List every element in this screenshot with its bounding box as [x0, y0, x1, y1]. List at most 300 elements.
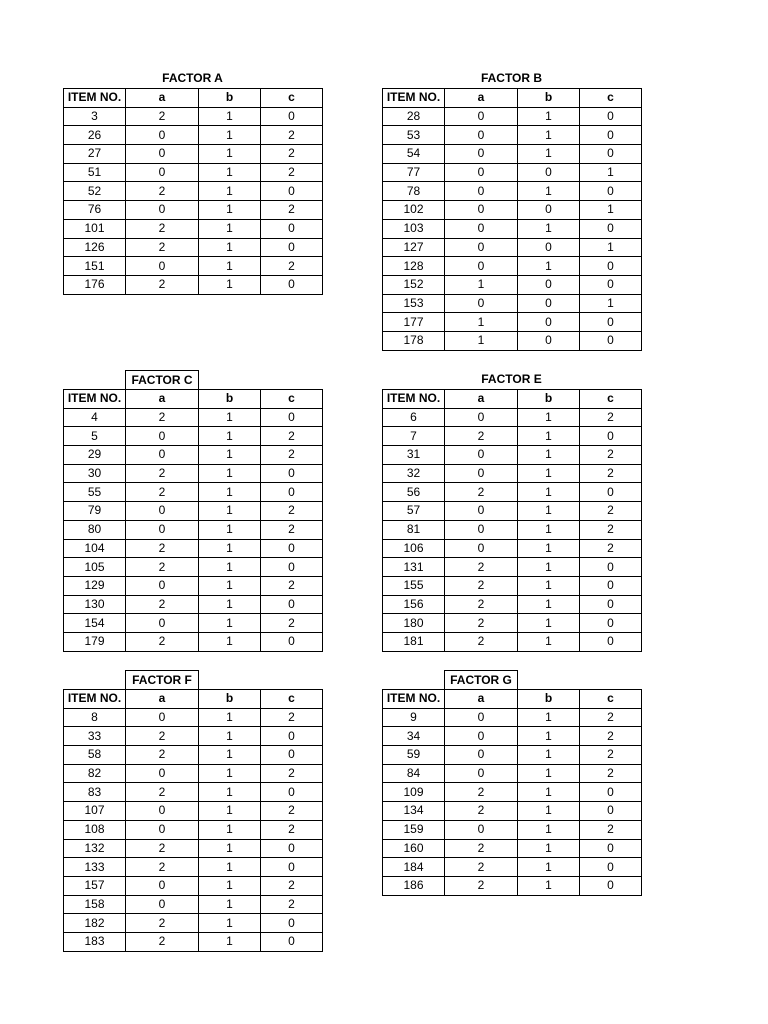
- cell-c: 0: [580, 783, 642, 802]
- cell-b: 0: [518, 163, 580, 182]
- cell-b: 1: [199, 539, 261, 558]
- cell-c: 0: [261, 483, 323, 502]
- cell-b: 1: [199, 238, 261, 257]
- table-row: [383, 126, 642, 145]
- factor-c-block: [63, 373, 323, 652]
- cell-item-no: 4: [64, 408, 126, 427]
- cell-a: 0: [445, 145, 518, 164]
- cell-a: 0: [445, 464, 518, 483]
- cell-b: 1: [518, 820, 580, 839]
- table-row: [383, 614, 642, 633]
- cell-b: 1: [199, 201, 261, 220]
- header-b: b: [199, 390, 261, 409]
- cell-a: 2: [126, 727, 199, 746]
- cell-a: 2: [445, 576, 518, 595]
- header-item-no: ITEM NO.: [383, 390, 445, 409]
- cell-c: 2: [580, 820, 642, 839]
- cell-c: 2: [580, 408, 642, 427]
- cell-c: 2: [580, 746, 642, 765]
- cell-item-no: 126: [64, 238, 126, 257]
- table-row: [383, 595, 642, 614]
- cell-c: 0: [261, 558, 323, 577]
- cell-c: 2: [261, 895, 323, 914]
- cell-b: 1: [199, 764, 261, 783]
- table-row: [383, 876, 642, 895]
- cell-item-no: 81: [383, 520, 445, 539]
- factor-a-title: FACTOR A: [162, 71, 223, 86]
- table-row: [64, 163, 323, 182]
- cell-c: 0: [580, 876, 642, 895]
- cell-a: 1: [445, 313, 518, 332]
- cell-b: 1: [518, 446, 580, 465]
- cell-b: 0: [518, 313, 580, 332]
- cell-c: 0: [261, 858, 323, 877]
- header-c: c: [580, 390, 642, 409]
- cell-item-no: 80: [64, 520, 126, 539]
- cell-c: 2: [580, 464, 642, 483]
- cell-a: 2: [445, 839, 518, 858]
- cell-a: 0: [126, 820, 199, 839]
- table-header-row: [64, 89, 323, 108]
- cell-c: 0: [580, 483, 642, 502]
- header-a: a: [445, 89, 518, 108]
- cell-a: 0: [445, 502, 518, 521]
- cell-item-no: 129: [64, 576, 126, 595]
- table-row: [383, 858, 642, 877]
- cell-c: 2: [261, 708, 323, 727]
- cell-item-no: 104: [64, 539, 126, 558]
- factor-b-title: FACTOR B: [480, 71, 543, 86]
- cell-b: 1: [518, 182, 580, 201]
- cell-c: 0: [580, 858, 642, 877]
- cell-a: 2: [445, 802, 518, 821]
- cell-b: 1: [199, 932, 261, 951]
- cell-c: 2: [261, 126, 323, 145]
- cell-b: 1: [199, 275, 261, 294]
- cell-item-no: 3: [64, 107, 126, 126]
- cell-b: 1: [518, 558, 580, 577]
- cell-item-no: 34: [383, 727, 445, 746]
- cell-c: 0: [580, 576, 642, 595]
- factor-e-block: [382, 372, 642, 652]
- cell-c: 1: [580, 238, 642, 257]
- cell-c: 0: [261, 746, 323, 765]
- cell-c: 0: [580, 313, 642, 332]
- cell-b: 1: [518, 632, 580, 651]
- cell-c: 0: [261, 219, 323, 238]
- table-row: [383, 558, 642, 577]
- table-row: [383, 182, 642, 201]
- table-row: [64, 746, 323, 765]
- cell-a: 0: [126, 520, 199, 539]
- factor-e-title: FACTOR E: [481, 372, 542, 387]
- cell-b: 1: [199, 895, 261, 914]
- cell-item-no: 7: [383, 427, 445, 446]
- table-row: [383, 446, 642, 465]
- cell-b: 1: [199, 914, 261, 933]
- table-row: [64, 427, 323, 446]
- cell-b: 1: [518, 408, 580, 427]
- cell-b: 1: [199, 783, 261, 802]
- cell-b: 0: [518, 238, 580, 257]
- cell-item-no: 82: [64, 764, 126, 783]
- cell-a: 0: [126, 257, 199, 276]
- table-row: [383, 520, 642, 539]
- cell-a: 2: [126, 539, 199, 558]
- cell-c: 2: [261, 576, 323, 595]
- cell-c: 0: [580, 331, 642, 350]
- cell-item-no: 57: [383, 502, 445, 521]
- cell-item-no: 84: [383, 764, 445, 783]
- cell-c: 0: [580, 839, 642, 858]
- cell-item-no: 78: [383, 182, 445, 201]
- table-row: [64, 764, 323, 783]
- cell-item-no: 105: [64, 558, 126, 577]
- cell-b: 1: [518, 764, 580, 783]
- factor-g-table: [382, 689, 642, 896]
- table-row: [383, 275, 642, 294]
- cell-b: 1: [199, 446, 261, 465]
- cell-a: 2: [126, 914, 199, 933]
- table-row: [64, 727, 323, 746]
- table-row: [64, 539, 323, 558]
- table-header-row: [383, 89, 642, 108]
- table-header-row: [383, 690, 642, 709]
- cell-item-no: 155: [383, 576, 445, 595]
- cell-a: 0: [445, 294, 518, 313]
- table-row: [383, 632, 642, 651]
- cell-a: 0: [445, 182, 518, 201]
- cell-a: 0: [445, 746, 518, 765]
- cell-c: 0: [580, 427, 642, 446]
- cell-a: 2: [445, 876, 518, 895]
- cell-a: 2: [126, 632, 199, 651]
- header-b: b: [518, 89, 580, 108]
- cell-item-no: 83: [64, 783, 126, 802]
- cell-a: 0: [126, 876, 199, 895]
- cell-c: 2: [261, 764, 323, 783]
- factor-c-title: FACTOR C: [125, 370, 199, 389]
- cell-a: 0: [126, 764, 199, 783]
- header-c: c: [261, 390, 323, 409]
- factor-a-table: [63, 88, 323, 295]
- cell-b: 1: [199, 257, 261, 276]
- cell-c: 2: [261, 614, 323, 633]
- cell-b: 1: [199, 820, 261, 839]
- cell-a: 0: [445, 520, 518, 539]
- table-row: [383, 802, 642, 821]
- cell-a: 0: [445, 126, 518, 145]
- cell-a: 1: [445, 275, 518, 294]
- cell-c: 2: [580, 539, 642, 558]
- cell-item-no: 30: [64, 464, 126, 483]
- table-row: [383, 331, 642, 350]
- cell-b: 1: [199, 520, 261, 539]
- cell-c: 0: [580, 614, 642, 633]
- cell-item-no: 53: [383, 126, 445, 145]
- table-row: [383, 294, 642, 313]
- cell-b: 1: [518, 219, 580, 238]
- table-row: [64, 201, 323, 220]
- cell-c: 2: [261, 257, 323, 276]
- cell-a: 2: [126, 558, 199, 577]
- cell-a: 0: [445, 201, 518, 220]
- cell-a: 0: [126, 126, 199, 145]
- factor-b-table: [382, 88, 642, 351]
- cell-item-no: 154: [64, 614, 126, 633]
- cell-b: 1: [199, 576, 261, 595]
- cell-item-no: 183: [64, 932, 126, 951]
- cell-item-no: 160: [383, 839, 445, 858]
- factor-b-block: [382, 71, 642, 351]
- header-item-no: ITEM NO.: [64, 390, 126, 409]
- table-row: [383, 764, 642, 783]
- cell-item-no: 178: [383, 331, 445, 350]
- cell-c: 0: [261, 595, 323, 614]
- cell-a: 0: [126, 502, 199, 521]
- cell-item-no: 6: [383, 408, 445, 427]
- cell-c: 0: [580, 126, 642, 145]
- factor-a-block: [63, 71, 323, 295]
- cell-item-no: 8: [64, 708, 126, 727]
- cell-a: 2: [445, 632, 518, 651]
- cell-item-no: 55: [64, 483, 126, 502]
- factor-g-block: [382, 673, 642, 896]
- cell-item-no: 5: [64, 427, 126, 446]
- cell-c: 0: [580, 802, 642, 821]
- header-c: c: [580, 690, 642, 709]
- cell-item-no: 9: [383, 708, 445, 727]
- cell-b: 1: [518, 427, 580, 446]
- cell-a: 0: [445, 163, 518, 182]
- cell-a: 0: [445, 708, 518, 727]
- cell-item-no: 186: [383, 876, 445, 895]
- cell-item-no: 182: [64, 914, 126, 933]
- cell-item-no: 51: [64, 163, 126, 182]
- cell-a: 2: [126, 464, 199, 483]
- header-item-no: ITEM NO.: [64, 89, 126, 108]
- cell-b: 1: [518, 107, 580, 126]
- header-c: c: [580, 89, 642, 108]
- factor-f-block: [63, 673, 323, 952]
- cell-c: 2: [261, 876, 323, 895]
- table-row: [64, 802, 323, 821]
- cell-a: 2: [126, 483, 199, 502]
- table-row: [383, 145, 642, 164]
- cell-c: 0: [261, 932, 323, 951]
- cell-a: 2: [445, 595, 518, 614]
- cell-item-no: 128: [383, 257, 445, 276]
- cell-item-no: 103: [383, 219, 445, 238]
- factor-c-table: [63, 389, 323, 652]
- cell-a: 2: [126, 932, 199, 951]
- table-row: [383, 163, 642, 182]
- cell-b: 1: [518, 876, 580, 895]
- cell-a: 2: [126, 238, 199, 257]
- factor-e-table: [382, 389, 642, 652]
- cell-c: 2: [261, 163, 323, 182]
- cell-a: 2: [126, 182, 199, 201]
- cell-a: 1: [445, 331, 518, 350]
- cell-item-no: 101: [64, 219, 126, 238]
- cell-b: 1: [518, 502, 580, 521]
- cell-item-no: 54: [383, 145, 445, 164]
- cell-item-no: 33: [64, 727, 126, 746]
- cell-b: 1: [518, 858, 580, 877]
- cell-b: 1: [199, 632, 261, 651]
- cell-item-no: 29: [64, 446, 126, 465]
- cell-item-no: 159: [383, 820, 445, 839]
- table-row: [64, 783, 323, 802]
- factor-g-title: FACTOR G: [444, 670, 518, 689]
- table-row: [64, 839, 323, 858]
- cell-c: 0: [261, 238, 323, 257]
- cell-item-no: 156: [383, 595, 445, 614]
- table-header-row: [64, 390, 323, 409]
- cell-item-no: 158: [64, 895, 126, 914]
- cell-a: 0: [445, 446, 518, 465]
- cell-c: 1: [580, 201, 642, 220]
- cell-b: 1: [199, 876, 261, 895]
- table-row: [64, 145, 323, 164]
- table-row: [383, 464, 642, 483]
- cell-b: 1: [199, 126, 261, 145]
- cell-b: 1: [518, 464, 580, 483]
- cell-item-no: 59: [383, 746, 445, 765]
- table-row: [383, 839, 642, 858]
- cell-item-no: 127: [383, 238, 445, 257]
- cell-c: 0: [580, 219, 642, 238]
- cell-a: 2: [126, 595, 199, 614]
- factor-f-table: [63, 689, 323, 952]
- cell-a: 0: [126, 895, 199, 914]
- table-row: [64, 914, 323, 933]
- cell-a: 2: [126, 783, 199, 802]
- cell-c: 0: [580, 145, 642, 164]
- cell-item-no: 58: [64, 746, 126, 765]
- cell-c: 0: [261, 275, 323, 294]
- cell-item-no: 31: [383, 446, 445, 465]
- table-row: [64, 614, 323, 633]
- header-b: b: [518, 390, 580, 409]
- table-row: [64, 708, 323, 727]
- cell-item-no: 177: [383, 313, 445, 332]
- cell-a: 0: [445, 219, 518, 238]
- cell-a: 2: [445, 614, 518, 633]
- table-row: [64, 558, 323, 577]
- cell-b: 0: [518, 331, 580, 350]
- cell-a: 2: [445, 483, 518, 502]
- cell-b: 1: [518, 783, 580, 802]
- cell-item-no: 132: [64, 839, 126, 858]
- cell-a: 0: [445, 238, 518, 257]
- cell-b: 1: [199, 595, 261, 614]
- cell-item-no: 152: [383, 275, 445, 294]
- cell-b: 1: [199, 182, 261, 201]
- header-a: a: [126, 89, 199, 108]
- table-row: [64, 126, 323, 145]
- cell-b: 1: [199, 558, 261, 577]
- cell-item-no: 79: [64, 502, 126, 521]
- cell-b: 1: [199, 427, 261, 446]
- table-header-row: [64, 690, 323, 709]
- cell-a: 0: [126, 145, 199, 164]
- header-a: a: [126, 690, 199, 709]
- table-row: [64, 932, 323, 951]
- header-a: a: [445, 690, 518, 709]
- table-row: [383, 257, 642, 276]
- header-c: c: [261, 89, 323, 108]
- cell-item-no: 153: [383, 294, 445, 313]
- factor-f-title: FACTOR F: [125, 670, 199, 689]
- cell-c: 2: [261, 520, 323, 539]
- cell-a: 0: [126, 163, 199, 182]
- table-row: [64, 820, 323, 839]
- cell-b: 1: [518, 145, 580, 164]
- table-row: [64, 576, 323, 595]
- cell-c: 0: [261, 914, 323, 933]
- cell-c: 0: [261, 408, 323, 427]
- cell-c: 0: [580, 107, 642, 126]
- cell-c: 0: [261, 539, 323, 558]
- cell-b: 1: [199, 464, 261, 483]
- cell-c: 2: [261, 820, 323, 839]
- cell-b: 1: [199, 858, 261, 877]
- cell-b: 1: [518, 802, 580, 821]
- cell-a: 0: [445, 539, 518, 558]
- cell-a: 2: [126, 107, 199, 126]
- cell-a: 2: [445, 558, 518, 577]
- cell-a: 0: [126, 446, 199, 465]
- table-row: [64, 520, 323, 539]
- cell-item-no: 151: [64, 257, 126, 276]
- cell-a: 0: [126, 614, 199, 633]
- cell-item-no: 108: [64, 820, 126, 839]
- cell-b: 1: [199, 502, 261, 521]
- table-row: [64, 595, 323, 614]
- header-c: c: [261, 690, 323, 709]
- header-item-no: ITEM NO.: [383, 690, 445, 709]
- cell-b: 0: [518, 275, 580, 294]
- cell-b: 1: [199, 614, 261, 633]
- cell-b: 1: [199, 839, 261, 858]
- table-row: [383, 408, 642, 427]
- cell-item-no: 184: [383, 858, 445, 877]
- cell-c: 0: [580, 595, 642, 614]
- table-row: [383, 427, 642, 446]
- cell-c: 2: [261, 802, 323, 821]
- cell-b: 1: [518, 539, 580, 558]
- cell-a: 0: [126, 802, 199, 821]
- cell-a: 2: [445, 427, 518, 446]
- cell-c: 0: [261, 182, 323, 201]
- table-row: [383, 219, 642, 238]
- table-row: [383, 820, 642, 839]
- cell-c: 0: [261, 464, 323, 483]
- cell-a: 2: [126, 858, 199, 877]
- cell-c: 0: [580, 182, 642, 201]
- cell-c: 0: [261, 783, 323, 802]
- cell-a: 0: [445, 257, 518, 276]
- cell-a: 0: [445, 408, 518, 427]
- cell-a: 0: [445, 820, 518, 839]
- cell-b: 1: [199, 727, 261, 746]
- header-item-no: ITEM NO.: [383, 89, 445, 108]
- cell-c: 2: [261, 201, 323, 220]
- cell-a: 2: [445, 858, 518, 877]
- cell-c: 2: [261, 446, 323, 465]
- cell-a: 2: [126, 839, 199, 858]
